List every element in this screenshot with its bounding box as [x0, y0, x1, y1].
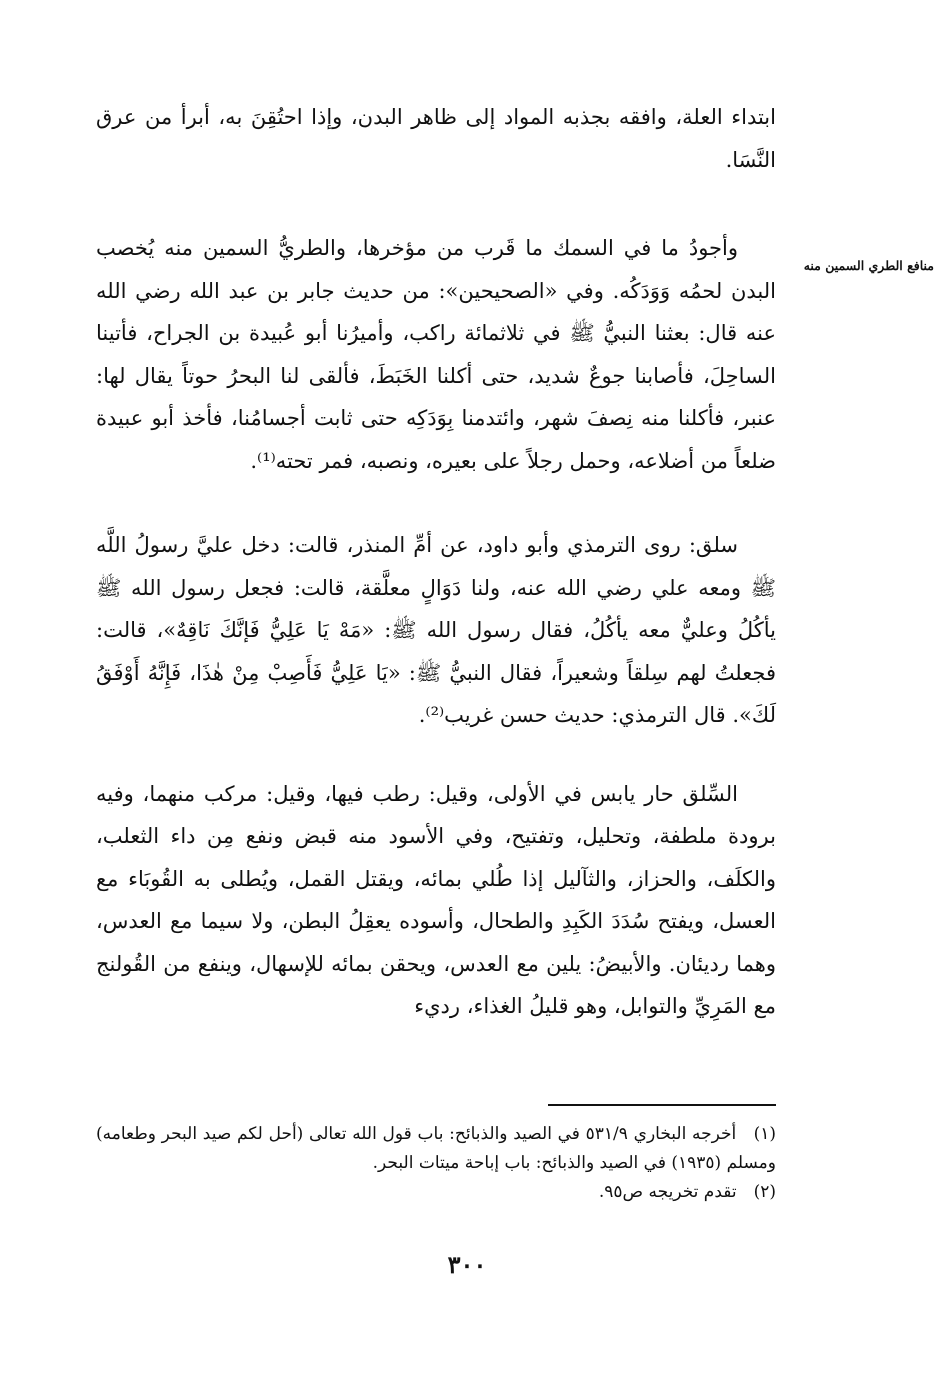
- paragraph-3: سلق: روى الترمذي وأبو داود، عن أمِّ المنذر، قالت: دخل عليَّ رسولُ اللَّه ﷺ ومعه علي رضي الله عنه، ولنا دَوَالٍ معلَّقة، قالت: فجعل رسول الله ﷺ يأكُلُ وعليٌّ معه يأكُلُ، فقال رسول الله ﷺ: «مَهْ يَا عَلِيُّ فَإنَّكَ نَاقِهٌ»، قالت: فجعلتُ لهم سِلقاً وشعيراً، فقال النبيُّ ﷺ: «يَا عَلِيُّ فَأَصِبْ مِنْ هٰذَا، فَإِنَّهُ أَوْفَقُ لَكَ». قال الترمذي: حديث حسن غريب⁽²⁾.: [96, 533, 776, 727]
- footnote-2: [96, 1178, 776, 1207]
- footnote-1: [96, 1120, 776, 1178]
- paragraph-gap: [96, 181, 776, 227]
- paragraph-2: وأجودُ ما في السمك ما قَرب من مؤخرها، والطريُّ السمين منه يُخصب البدن لحمُه وَوَدَكُه. وفي «الصحيحين»: من حديث جابر بن عبد الله رضي الله عنه قال: بعثنا النبيُّ ﷺ في ثلاثمائة راكب، وأميرُنا أبو عُبيدة بن الجراح، فأتينا الساحِلَ، فأصابنا جوعٌ شديد، حتى أكلنا الخَبَطَ، فألقى لنا البحرُ حوتاً يقال لها: عنبر، فأكلنا منه نِصفَ شهر، وائتدمنا بِوَدَكِه حتى ثابت أجسامُنا، فأخذ أبو عبيدة ضلعاً من أضلاعه، وحمل رجلاً على بعيره، ونصبه، فمر تحته⁽¹⁾.: [96, 236, 776, 473]
- paragraph-gap: [96, 482, 776, 524]
- footnotes: [96, 1120, 776, 1207]
- footnote-separator: [548, 1104, 776, 1106]
- footnote-number: (٢): [753, 1182, 776, 1202]
- footnote-number: (١): [753, 1124, 776, 1144]
- footnote-text: أخرجه البخاري ٥٣١/٩ في الصيد والذبائح: باب قول الله تعالى (أحل لكم صيد البحر وطعامه) ومسلم (١٩٣٥) في الصيد والذبائح: باب إباحة ميتات البحر.: [96, 1124, 776, 1173]
- paragraph-1: ابتداء العلة، وافقه بجذبه المواد إلى ظاهر البدن، وإذا احتُقِنَ به، أبرأ من عرق النَّسَا.: [96, 105, 776, 172]
- margin-note: منافع الطري السمين منه: [803, 258, 934, 273]
- main-text: [96, 96, 776, 1028]
- paragraph-4: السِّلق حار يابس في الأولى، وقيل: رطب فيها، وقيل: مركب منهما، وفيه برودة ملطفة، وتحليل، وتفتيح، وفي الأسود منه قبض ونفع مِن داء الثعلب، والكلَف، والحزاز، والثآليل إذا طُلي بمائه، ويقتل القمل، ويُطلى به القُوبَاء مع العسل، ويفتح سُدَدَ الكَبِدِ والطحال، وأسوده يعقِلُ البطن، ولا سيما مع العدس، وهما رديئان. والأبيضُ: يلين مع العدس، ويحقن بمائه للإسهال، وينفع من القُولنج مع المَرِيِّ والتوابل، وهو قليلُ الغذاء، رديء: [96, 781, 776, 1018]
- page-number: ٣٠٠: [447, 1250, 487, 1279]
- footnote-text: تقدم تخريجه ص٩٥.: [598, 1182, 737, 1202]
- paragraph-gap: [96, 737, 776, 773]
